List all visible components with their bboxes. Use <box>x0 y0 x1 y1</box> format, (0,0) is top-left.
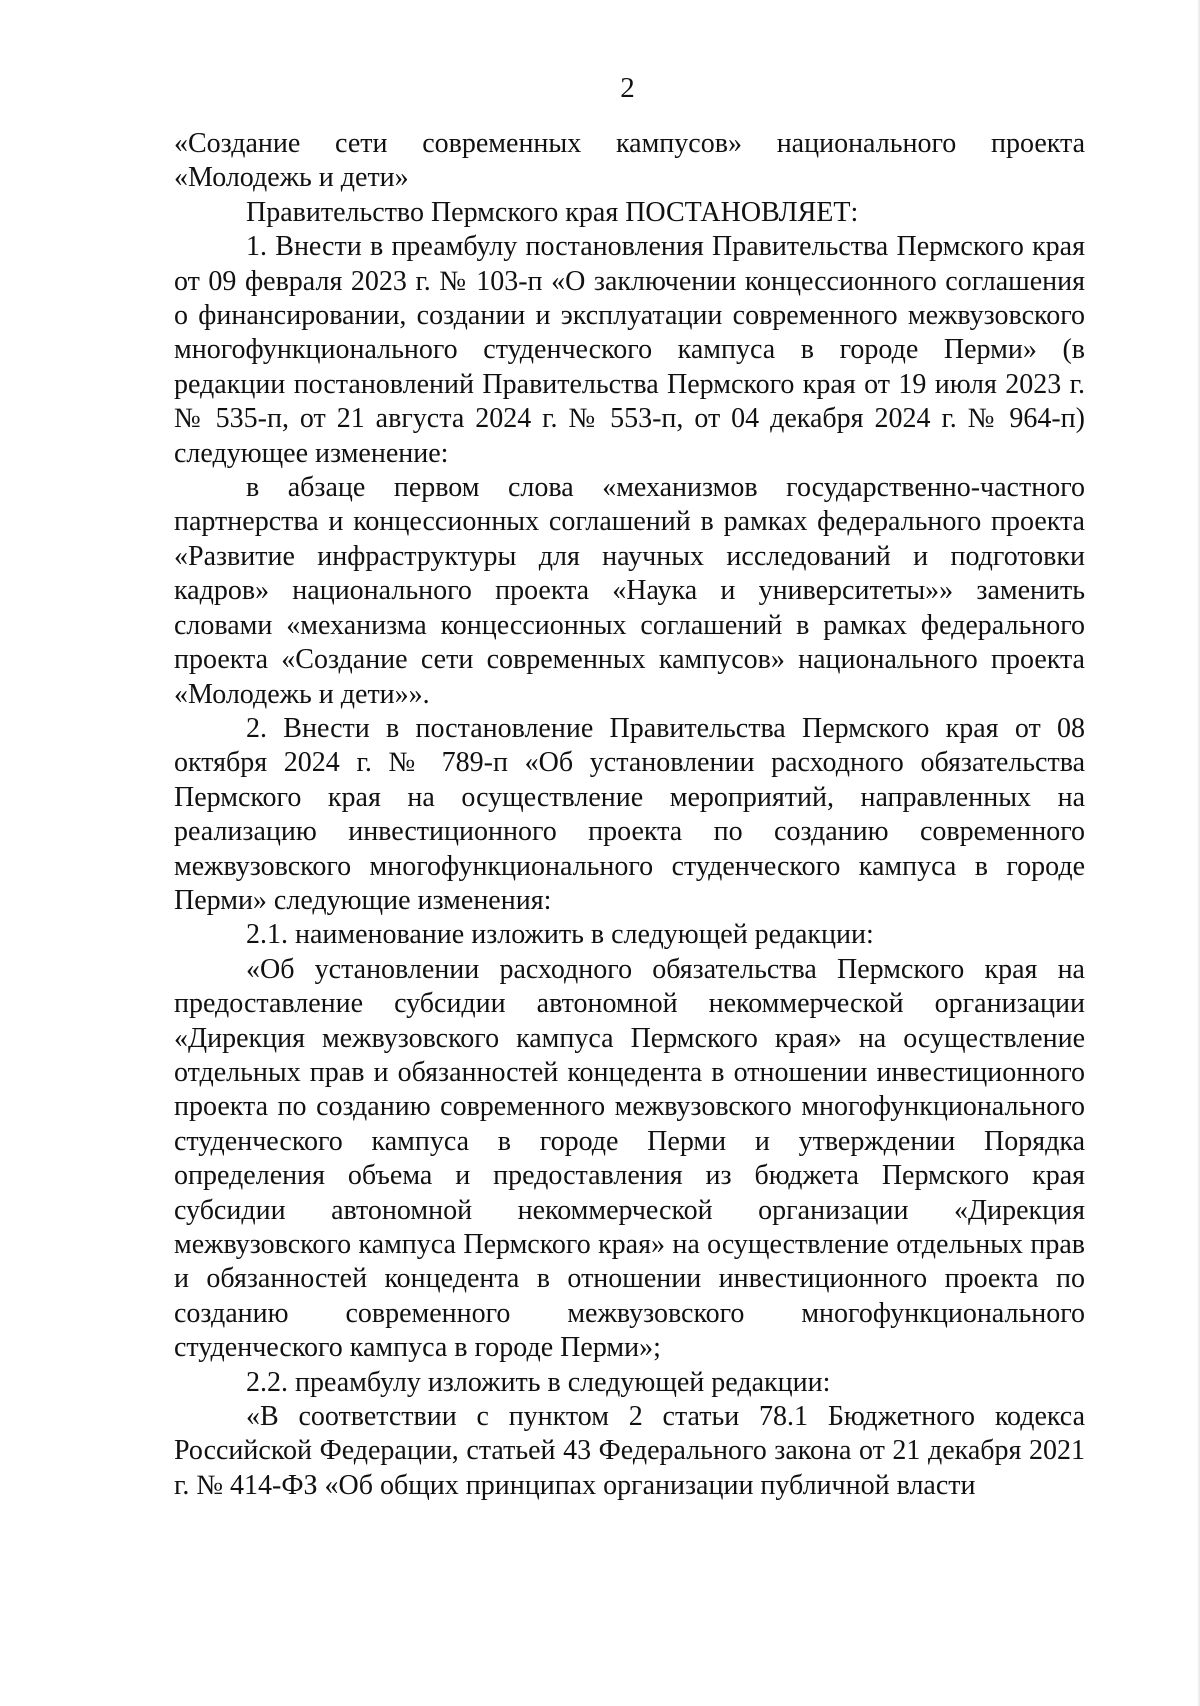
paragraph-resolves: Правительство Пермского края ПОСТАНОВЛЯЕТ: <box>246 196 859 228</box>
paragraph-item-2-2: 2.2. преамбулу изложить в следующей редакции: <box>246 1366 831 1398</box>
paragraph-item-2-1: 2.1. наименование изложить в следующей редакции: <box>246 919 874 951</box>
paragraph-item-1-change: в абзаце первом слова «механизмов государственно-частного партнерства и концессионных соглашений в рамках федерального проекта «Развитие инфраструктуры для научных исследований и подготовки кадров» национального проекта «Наука и университеты»» заменить словами «механизма концессионных соглашений в рамках федерального проекта «Создание сети современных кампусов» национального проекта «Молодежь и дети»». <box>174 472 1085 710</box>
document-body <box>174 127 1085 1503</box>
paragraph-item-2-2-text: «В соответствии с пунктом 2 статьи 78.1 Бюджетного кодекса Российской Федерации, статьей 43 Федерального закона от 21 декабря 2021 г. № 414-ФЗ «Об общих принципах организации публичной власти <box>174 1401 1085 1501</box>
paragraph-item-2-1-text: «Об установлении расходного обязательства Пермского края на предоставление субсидии автономной некоммерческой организации «Дирекция межвузовского кампуса Пермского края» на осуществление отдельных прав и обязанностей концедента в отношении инвестиционного проекта по созданию современного межвузовского многофункционального студенческого кампуса в городе Перми и утверждении Порядка определения объема и предоставления из бюджета Пермского края субсидии автономной некоммерческой организации «Дирекция межвузовского кампуса Пермского края» на осуществление отдельных прав и обязанностей концедента в отношении инвестиционного проекта по созданию современного межвузовского многофункционального студенческого кампуса в городе Перми»; <box>174 953 1085 1364</box>
paragraph-project-title-continuation: «Создание сети современных кампусов» национального проекта «Молодежь и дети» <box>174 128 1085 194</box>
paragraph-item-1: 1. Внести в преамбулу постановления Правительства Пермского края от 09 февраля 2023 г. № 103-п «О заключении концессионного соглашения о финансировании, создании и эксплуатации современного межвузовского многофункционального студенческого кампуса в городе Перми» (в редакции постановлений Правительства Пермского края от 19 июля 2023 г. № 535-п, от 21 августа 2024 г. № 553-п, от 04 декабря 2024 г. № 964-п) следующее изменение: <box>174 231 1085 469</box>
page-number: 2 <box>620 72 635 104</box>
paragraph-item-2: 2. Внести в постановление Правительства Пермского края от 08 октября 2024 г. № 789-п «Об установлении расходного обязательства Пермского края на осуществление мероприятий, направленных на реализацию инвестиционного проекта по созданию современного межвузовского многофункционального студенческого кампуса в городе Перми» следующие изменения: <box>174 712 1085 916</box>
